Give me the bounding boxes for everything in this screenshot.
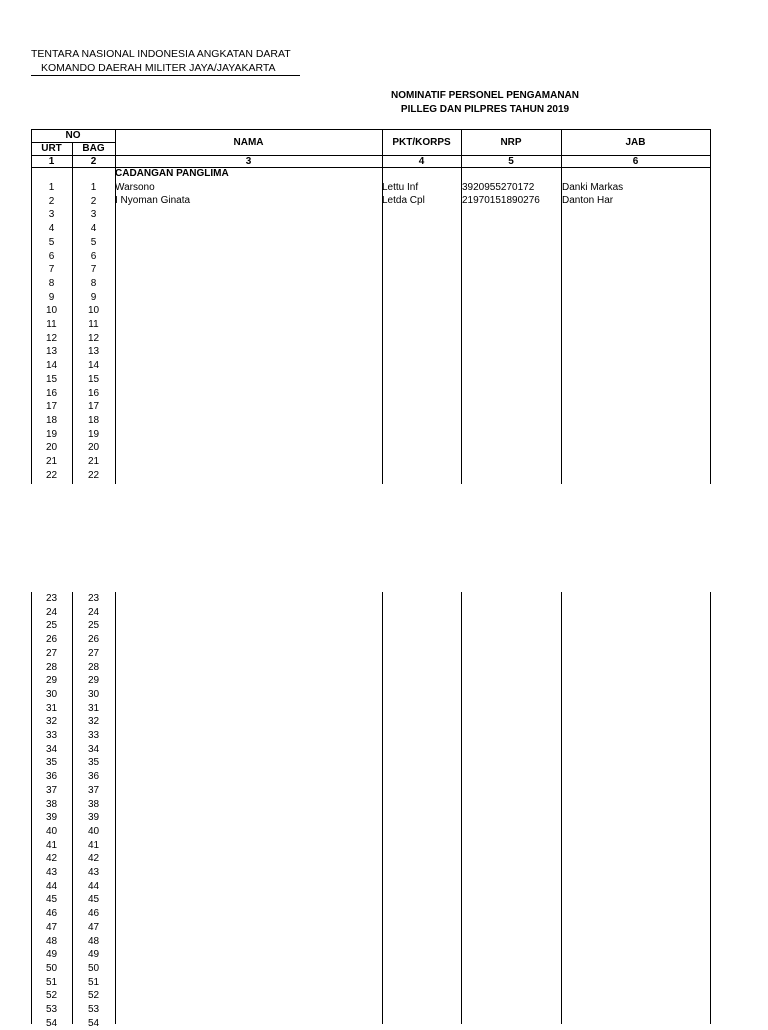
row-bag-52: 52 xyxy=(87,990,100,1002)
person-2-pkt: Letda Cpl xyxy=(382,195,425,206)
row-bag-19: 19 xyxy=(87,428,100,440)
row-bag-51: 51 xyxy=(87,976,100,988)
row-urt-12: 12 xyxy=(45,332,58,344)
row-bag-53: 53 xyxy=(87,1004,100,1015)
row-bag-22: 22 xyxy=(87,469,100,481)
row-urt-1: 1 xyxy=(48,182,55,193)
row-bag-18: 18 xyxy=(87,414,100,426)
col-nrp-header: NRP xyxy=(500,137,522,148)
row-bag-9: 9 xyxy=(90,291,97,303)
row-bag-15: 15 xyxy=(87,373,100,385)
row-urt-48: 48 xyxy=(45,935,58,947)
row-urt-42: 42 xyxy=(45,853,58,865)
row-bag-31: 31 xyxy=(87,702,100,714)
row-bag-49: 49 xyxy=(87,949,100,961)
row-urt-31: 31 xyxy=(45,702,58,714)
row-bag-13: 13 xyxy=(87,346,100,358)
document-title-line1: NOMINATIF PERSONEL PENGAMANAN xyxy=(391,90,579,101)
row-urt-53: 53 xyxy=(45,1004,58,1015)
row-urt-14: 14 xyxy=(45,360,58,372)
row-urt-13: 13 xyxy=(45,346,58,358)
row-bag-43: 43 xyxy=(87,867,100,878)
row-urt-49: 49 xyxy=(45,949,58,961)
row-urt-24: 24 xyxy=(45,606,58,618)
row-urt-6: 6 xyxy=(48,250,55,262)
person-2-nama: I Nyoman Ginata xyxy=(115,195,191,206)
column-border-p2-5 xyxy=(461,592,462,1024)
row-urt-10: 10 xyxy=(45,305,58,317)
col-number-3: 3 xyxy=(245,156,252,167)
col-jab-header: JAB xyxy=(625,137,646,148)
row-bag-30: 30 xyxy=(87,688,100,700)
row-bag-34: 34 xyxy=(87,743,100,755)
row-urt-17: 17 xyxy=(45,401,58,413)
row-urt-25: 25 xyxy=(45,620,58,632)
row-urt-3: 3 xyxy=(48,209,55,221)
row-bag-46: 46 xyxy=(87,908,100,920)
row-bag-41: 41 xyxy=(87,839,100,851)
column-border-p2-3 xyxy=(115,592,116,1024)
table-top-border xyxy=(31,129,710,130)
row-bag-28: 28 xyxy=(87,661,100,673)
row-urt-38: 38 xyxy=(45,798,58,810)
row-bag-48: 48 xyxy=(87,935,100,947)
column-border-p2-6 xyxy=(561,592,562,1024)
row-bag-50: 50 xyxy=(87,962,100,974)
row-bag-17: 17 xyxy=(87,401,100,413)
col-number-4: 4 xyxy=(418,156,425,167)
row-urt-47: 47 xyxy=(45,921,58,933)
row-urt-11: 11 xyxy=(46,319,57,330)
row-bag-33: 33 xyxy=(87,730,100,741)
col-nama-header: NAMA xyxy=(233,137,264,148)
row-urt-34: 34 xyxy=(45,743,58,755)
org-underline xyxy=(31,75,300,76)
row-bag-10: 10 xyxy=(87,305,100,317)
org-name-line2: KOMANDO DAERAH MILITER JAYA/JAYAKARTA xyxy=(41,62,276,74)
col-urt-header: URT xyxy=(41,143,62,154)
row-urt-20: 20 xyxy=(45,442,58,454)
row-bag-25: 25 xyxy=(87,620,100,632)
row-bag-8: 8 xyxy=(90,277,97,289)
row-urt-35: 35 xyxy=(45,757,58,769)
row-bag-3: 3 xyxy=(90,209,97,221)
row-bag-42: 42 xyxy=(87,853,100,865)
col-number-1: 1 xyxy=(48,156,55,167)
row-bag-54: 54 xyxy=(87,1017,100,1029)
row-bag-24: 24 xyxy=(87,606,100,618)
col-bag-header: BAG xyxy=(82,143,105,154)
row-urt-7: 7 xyxy=(48,264,55,276)
row-bag-20: 20 xyxy=(87,442,100,454)
row-urt-40: 40 xyxy=(45,825,58,837)
row-urt-19: 19 xyxy=(45,428,58,440)
person-2-jab: Danton Har xyxy=(562,195,614,206)
row-urt-26: 26 xyxy=(45,634,58,646)
row-urt-9: 9 xyxy=(48,291,55,303)
row-urt-33: 33 xyxy=(45,730,58,741)
row-bag-11: 11 xyxy=(88,319,99,330)
row-urt-39: 39 xyxy=(45,812,58,824)
row-urt-5: 5 xyxy=(48,236,55,248)
row-urt-51: 51 xyxy=(45,976,58,988)
row-bag-45: 45 xyxy=(87,894,100,906)
row-urt-29: 29 xyxy=(45,675,58,687)
person-2-nrp: 21970151890276 xyxy=(462,195,540,206)
row-urt-4: 4 xyxy=(48,223,55,235)
row-urt-16: 16 xyxy=(45,387,58,399)
person-1-nama: Warsono xyxy=(115,182,155,193)
row-bag-4: 4 xyxy=(90,223,97,235)
column-border-p2-7 xyxy=(710,592,711,1024)
row-urt-15: 15 xyxy=(45,373,58,385)
row-bag-16: 16 xyxy=(87,387,100,399)
column-border-p2-4 xyxy=(382,592,383,1024)
row-urt-54: 54 xyxy=(45,1017,58,1029)
row-bag-44: 44 xyxy=(87,880,100,892)
row-bag-32: 32 xyxy=(87,716,100,728)
col-no-header: NO xyxy=(65,130,81,141)
row-bag-40: 40 xyxy=(87,825,100,837)
person-1-jab: Danki Markas xyxy=(562,182,624,193)
row-urt-28: 28 xyxy=(45,661,58,673)
row-urt-22: 22 xyxy=(45,469,58,481)
section-label: CADANGAN PANGLIMA xyxy=(115,168,229,179)
row-urt-43: 43 xyxy=(45,867,58,878)
col-number-2: 2 xyxy=(90,156,97,167)
row-bag-7: 7 xyxy=(90,264,97,276)
row-urt-23: 23 xyxy=(45,593,58,604)
row-urt-21: 21 xyxy=(45,456,58,467)
document-title-line2: PILLEG DAN PILPRES TAHUN 2019 xyxy=(400,104,570,115)
col-number-5: 5 xyxy=(508,156,514,167)
col-number-6: 6 xyxy=(632,156,639,167)
row-urt-44: 44 xyxy=(45,880,58,892)
column-border-p1-4 xyxy=(382,129,383,484)
row-bag-6: 6 xyxy=(90,250,97,262)
person-1-nrp: 3920955270172 xyxy=(462,182,535,193)
row-bag-37: 37 xyxy=(87,784,100,796)
row-bag-14: 14 xyxy=(87,360,100,372)
row-urt-41: 41 xyxy=(45,839,58,851)
column-border-p1-5 xyxy=(461,129,462,484)
column-border-p1-7 xyxy=(710,129,711,484)
row-urt-46: 46 xyxy=(45,908,58,920)
row-bag-2: 2 xyxy=(90,195,97,207)
row-bag-27: 27 xyxy=(87,647,100,659)
row-urt-52: 52 xyxy=(45,990,58,1002)
row-bag-26: 26 xyxy=(87,634,100,646)
row-bag-1: 1 xyxy=(90,182,97,193)
row-bag-36: 36 xyxy=(87,771,100,783)
row-bag-39: 39 xyxy=(87,812,100,824)
column-border-p1-6 xyxy=(561,129,562,484)
row-bag-12: 12 xyxy=(87,332,100,344)
row-urt-30: 30 xyxy=(45,688,58,700)
row-urt-37: 37 xyxy=(45,784,58,796)
row-urt-32: 32 xyxy=(45,716,58,728)
row-bag-47: 47 xyxy=(87,921,100,933)
org-name-line1: TENTARA NASIONAL INDONESIA ANGKATAN DARAT xyxy=(31,48,291,60)
row-bag-5: 5 xyxy=(90,236,97,248)
row-urt-18: 18 xyxy=(45,414,58,426)
row-bag-38: 38 xyxy=(87,798,100,810)
row-urt-36: 36 xyxy=(45,771,58,783)
row-bag-35: 35 xyxy=(87,757,100,769)
row-bag-23: 23 xyxy=(87,593,100,604)
col-pkt-header: PKT/KORPS xyxy=(392,137,451,148)
row-bag-21: 21 xyxy=(87,456,100,467)
person-1-pkt: Lettu Inf xyxy=(382,182,419,193)
row-urt-8: 8 xyxy=(48,277,55,289)
row-urt-27: 27 xyxy=(45,647,58,659)
row-urt-50: 50 xyxy=(45,962,58,974)
row-urt-45: 45 xyxy=(45,894,58,906)
column-border-p1-3 xyxy=(115,129,116,484)
row-urt-2: 2 xyxy=(48,195,55,207)
row-bag-29: 29 xyxy=(87,675,100,687)
